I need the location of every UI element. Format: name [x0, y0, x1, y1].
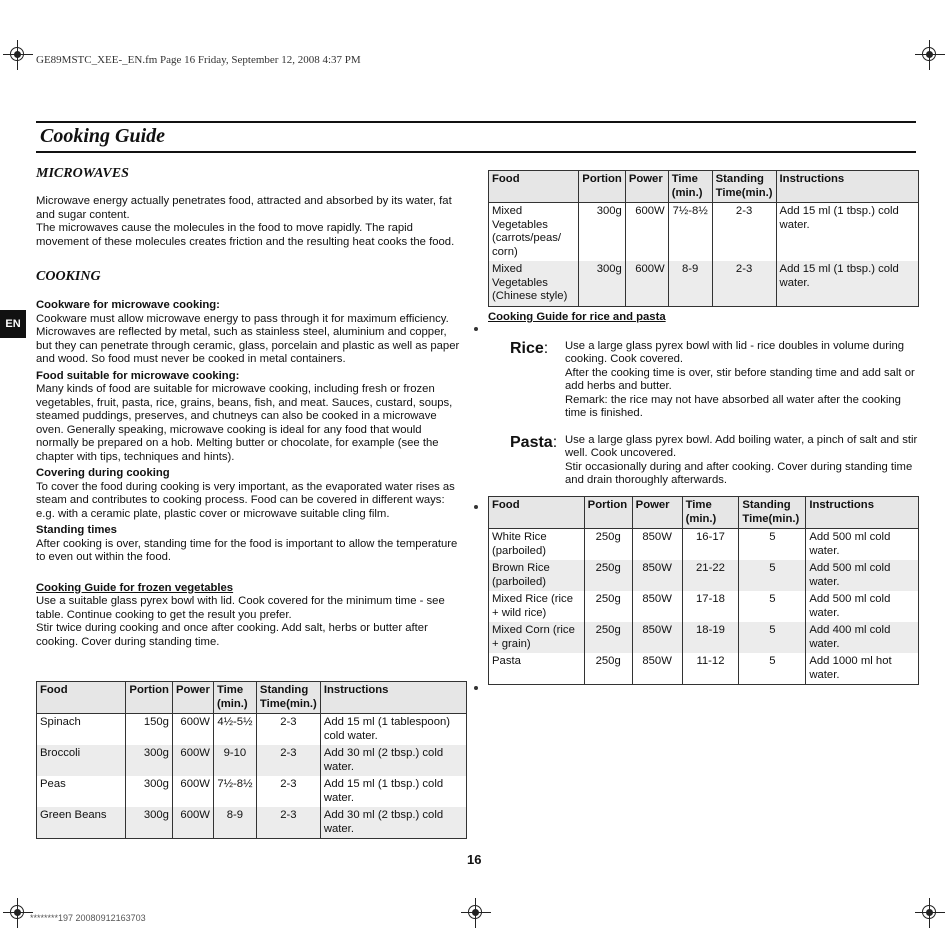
section-text: Many kinds of food are suitable for microwave cooking, including fresh or frozen vegetables, fruit, pasta, rice, grains, beans, fish, and meat. Sauces, custard, soups, steamed puddings, preserves, and chutneys can also be cooked in a microwave oven. Generally speaking, microwave cooking is ideal for any food that would normally be prepared on a hob. Melting butter or chocolate, for example (see the chapter with tips, techniques and hints).: [36, 383, 453, 463]
cell-food: Broccoli: [37, 745, 126, 776]
crop-mark-top-right: [915, 40, 945, 70]
cell-instructions: Add 15 ml (1 tbsp.) cold water.: [776, 203, 918, 262]
cell-power: 600W: [625, 203, 668, 262]
cell-instructions: Add 500 ml cold water.: [806, 591, 919, 622]
margin-bullet: [474, 327, 478, 331]
col-header-time: Time (min.): [213, 682, 256, 714]
table-row: [489, 261, 919, 306]
table-row: [489, 591, 919, 622]
rice-label: Rice: [510, 339, 544, 357]
cell-food: Mixed Corn (rice + grain): [489, 622, 585, 653]
rice-pasta-table: [488, 496, 919, 685]
margin-bullet: [474, 505, 478, 509]
cell-standing: 5: [739, 591, 806, 622]
cell-standing: 5: [739, 529, 806, 561]
section-text: Cookware must allow microwave energy to pass through it for maximum efficiency. Microwaves are reflected by metal, such as stainless steel, aluminium and copper, but they can penetrate through ceramic, glass, porcelain and plastic as well as paper and wood. So food must never be cooked in metal containers.: [36, 312, 460, 365]
col-header-power: Power: [172, 682, 213, 714]
page-title: Cooking Guide: [40, 125, 166, 147]
microwaves-heading: MICROWAVES: [36, 166, 129, 181]
cell-time: 18-19: [682, 622, 739, 653]
cell-portion: 300g: [126, 776, 173, 807]
col-header-standing: Standing Time(min.): [739, 497, 806, 529]
cell-portion: 250g: [584, 560, 632, 591]
cell-portion: 250g: [584, 529, 632, 561]
table-row: [37, 745, 467, 776]
cell-standing: 2-3: [256, 776, 320, 807]
cell-portion: 300g: [126, 745, 173, 776]
table-row: [37, 807, 467, 839]
cell-standing: 5: [739, 622, 806, 653]
col-header-power: Power: [625, 171, 668, 203]
table-row: [489, 622, 919, 653]
table-row: [489, 653, 919, 685]
col-header-instructions: Instructions: [806, 497, 919, 529]
cell-time: 17-18: [682, 591, 739, 622]
cell-instructions: Add 1000 ml hot water.: [806, 653, 919, 685]
cell-power: 600W: [172, 807, 213, 839]
cell-instructions: Add 15 ml (1 tbsp.) cold water.: [776, 261, 918, 306]
frozen-vegetables-table: [36, 681, 467, 839]
col-header-portion: Portion: [579, 171, 626, 203]
footer-code: ********197 20080912163703: [30, 913, 146, 923]
cell-power: 850W: [632, 653, 682, 685]
cell-standing: 2-3: [712, 203, 776, 262]
frozen-vegetables-heading: Cooking Guide for frozen vegetables: [36, 581, 234, 594]
cell-food: Peas: [37, 776, 126, 807]
col-header-time: Time (min.): [682, 497, 739, 529]
section-title: Covering during cooking: [36, 467, 170, 479]
cell-power: 850W: [632, 560, 682, 591]
cell-time: 8-9: [213, 807, 256, 839]
left-column: [36, 166, 464, 649]
section-text: To cover the food during cooking is very important, as the evaporated water rises as steam and contributes to cooking process. Food can be covered in different ways: e.g. with a ceramic plate, plastic cover or microwave suitable cling film.: [36, 480, 455, 520]
cell-portion: 300g: [126, 807, 173, 839]
rice-instruction: After the cooking time is over, stir before standing time and add salt or add herbs and butter.: [565, 366, 915, 392]
cell-power: 850W: [632, 529, 682, 561]
cell-power: 600W: [625, 261, 668, 306]
col-header-food: Food: [489, 497, 585, 529]
pasta-label: Pasta: [510, 433, 553, 451]
cell-food: Spinach: [37, 714, 126, 746]
section-title: Cookware for microwave cooking:: [36, 299, 220, 311]
col-header-time: Time (min.): [668, 171, 712, 203]
file-info-line: GE89MSTC_XEE-_EN.fm Page 16 Friday, September 12, 2008 4:37 PM: [36, 54, 361, 66]
col-header-food: Food: [37, 682, 126, 714]
cell-instructions: Add 15 ml (1 tablespoon) cold water.: [320, 714, 466, 746]
table-row: [489, 560, 919, 591]
cell-food: Green Beans: [37, 807, 126, 839]
cell-portion: 150g: [126, 714, 173, 746]
pasta-instruction: Use a large glass pyrex bowl. Add boiling water, a pinch of salt and stir well. Cook uncovered.: [565, 433, 918, 459]
cell-instructions: Add 500 ml cold water.: [806, 560, 919, 591]
col-header-standing: Standing Time(min.): [256, 682, 320, 714]
margin-bullet: [474, 686, 478, 690]
cell-food: Mixed Vegetables (carrots/peas/ corn): [489, 203, 579, 262]
cell-power: 850W: [632, 622, 682, 653]
cell-power: 850W: [632, 591, 682, 622]
table-row: [37, 714, 467, 746]
col-header-power: Power: [632, 497, 682, 529]
cell-food: Pasta: [489, 653, 585, 685]
mixed-vegetables-table: [488, 170, 919, 307]
cell-food: Brown Rice (parboiled): [489, 560, 585, 591]
crop-mark-bottom-left: [3, 898, 33, 928]
frozen-paragraph: Use a suitable glass pyrex bowl with lid. Cook covered for the minimum time - see table. Continue cooking to get the result you prefer.: [36, 595, 445, 621]
cell-instructions: Add 15 ml (1 tbsp.) cold water.: [320, 776, 466, 807]
cell-time: 7½-8½: [213, 776, 256, 807]
cell-time: 4½-5½: [213, 714, 256, 746]
cell-standing: 2-3: [256, 807, 320, 839]
title-top-rule: [36, 121, 916, 123]
section-title: Standing times: [36, 524, 117, 536]
cell-standing: 5: [739, 560, 806, 591]
crop-mark-bottom-center: [461, 898, 491, 928]
table-row: [37, 776, 467, 807]
cell-food: White Rice (parboiled): [489, 529, 585, 561]
cell-instructions: Add 30 ml (2 tbsp.) cold water.: [320, 745, 466, 776]
cell-portion: 300g: [579, 261, 626, 306]
col-header-portion: Portion: [126, 682, 173, 714]
cell-food: Mixed Rice (rice + wild rice): [489, 591, 585, 622]
cell-power: 600W: [172, 776, 213, 807]
cell-power: 600W: [172, 714, 213, 746]
language-tab: EN: [0, 310, 26, 338]
cell-portion: 300g: [579, 203, 626, 262]
frozen-paragraph: Stir twice during cooking and once after cooking. Add salt, herbs or butter after cooking. Cover during standing time.: [36, 622, 428, 648]
rice-pasta-heading: Cooking Guide for rice and pasta: [488, 311, 666, 323]
cell-power: 600W: [172, 745, 213, 776]
col-header-food: Food: [489, 171, 579, 203]
cell-time: 21-22: [682, 560, 739, 591]
section-title: Food suitable for microwave cooking:: [36, 369, 240, 382]
table-row: [489, 203, 919, 262]
microwaves-paragraph: Microwave energy actually penetrates food, attracted and absorbed by its water, fat and sugar content.: [36, 195, 452, 221]
cell-time: 8-9: [668, 261, 712, 306]
cell-food: Mixed Vegetables (Chinese style): [489, 261, 579, 306]
col-header-instructions: Instructions: [776, 171, 918, 203]
cell-standing: 2-3: [712, 261, 776, 306]
cell-time: 16-17: [682, 529, 739, 561]
crop-mark-top-left: [3, 40, 33, 70]
crop-mark-bottom-right: [915, 898, 945, 928]
table-row: [489, 529, 919, 561]
cell-standing: 5: [739, 653, 806, 685]
cell-standing: 2-3: [256, 745, 320, 776]
col-header-portion: Portion: [584, 497, 632, 529]
col-header-standing: Standing Time(min.): [712, 171, 776, 203]
cell-instructions: Add 500 ml cold water.: [806, 529, 919, 561]
section-text: After cooking is over, standing time for the food is important to allow the temperature to even out within the food.: [36, 537, 458, 563]
rice-instruction: Remark: the rice may not have absorbed all water after the cooking time is finished.: [565, 393, 901, 419]
cell-portion: 250g: [584, 653, 632, 685]
rice-instruction: Use a large glass pyrex bowl with lid - rice doubles in volume during cooking. Cook covered.: [565, 339, 905, 365]
microwaves-paragraph: The microwaves cause the molecules in the food to move rapidly. The rapid movement of these molecules creates friction and the resulting heat cooks the food.: [36, 222, 455, 248]
page-number: 16: [467, 852, 482, 867]
cell-instructions: Add 30 ml (2 tbsp.) cold water.: [320, 807, 466, 839]
cell-portion: 250g: [584, 622, 632, 653]
pasta-instruction: Stir occasionally during and after cooking. Cover during standing time and drain thoroughly afterwards.: [565, 460, 913, 486]
cell-portion: 250g: [584, 591, 632, 622]
cell-time: 7½-8½: [668, 203, 712, 262]
cell-instructions: Add 400 ml cold water.: [806, 622, 919, 653]
cell-time: 9-10: [213, 745, 256, 776]
cell-standing: 2-3: [256, 714, 320, 746]
cooking-heading: COOKING: [36, 269, 101, 284]
title-bottom-rule: [36, 151, 916, 153]
cell-time: 11-12: [682, 653, 739, 685]
rice-pasta-section: Cooking Guide for rice and pasta Rice: Use a large glass pyrex bowl with lid - rice doubles in volume during cooking. Cook covered. After the cooking time is over, stir before standing time and add salt or add herbs and butter. Remark: the rice may not have absorbed all water after the cooking time is finished. Pasta: Use a large glass pyrex bowl. Add boiling water, a pinch of salt and stir well. Cook uncovered. Stir occasionally during and after cooking. Cover during standing time and drain thoroughly afterwards.: [488, 311, 918, 486]
col-header-instructions: Instructions: [320, 682, 466, 714]
